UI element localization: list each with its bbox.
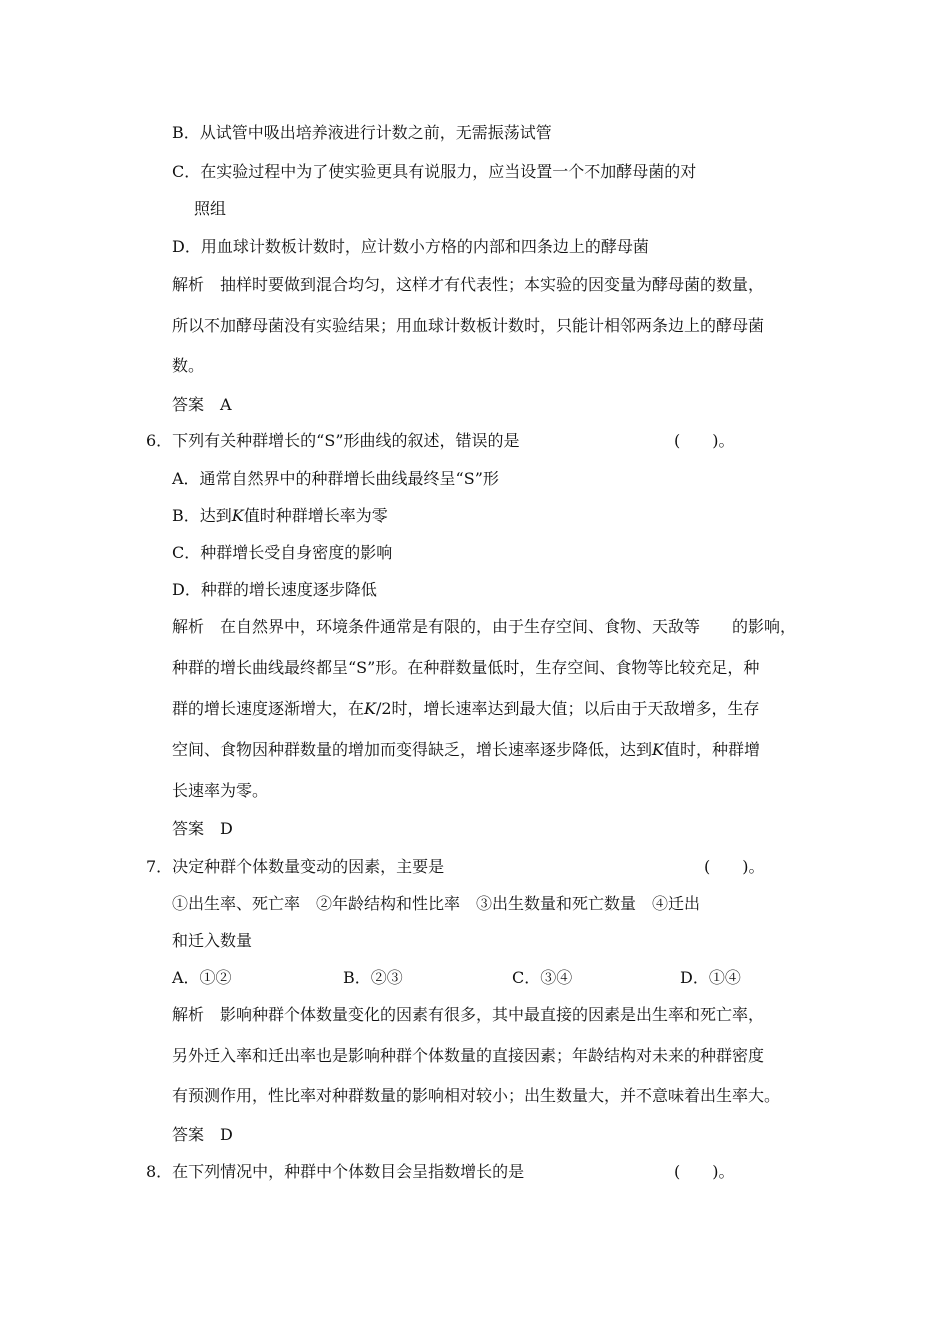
analysis-text: 抽样时要做到混合均匀，这样才有代表性；本实验的因变量为酵母菌的数量， (220, 275, 765, 294)
q6-option-a: A．通常自然界中的种群增长曲线最终呈“S”形 (172, 469, 499, 488)
analysis-text: /2时，增长速率达到最大值；以后由于天敌增多，生存 (375, 699, 760, 718)
analysis-label: 解析 (172, 617, 205, 636)
q7-answer: 答案 D (172, 1125, 233, 1144)
q7-option-a: A．①② (172, 968, 232, 987)
q6-stem: 6．下列有关种群增长的“S”形曲线的叙述，错误的是 (146, 431, 520, 450)
q5-option-b: B．从试管中吸出培养液进行计数之前，无需振荡试管 (172, 123, 552, 142)
q7-answer-bracket: ( )。 (704, 857, 765, 876)
q6-analysis-line2: 种群的增长曲线最终都呈“S”形。在种群数量低时，生存空间、食物等比较充足，种 (172, 658, 760, 677)
q5-option-d: D．用血球计数板计数时，应计数小方格的内部和四条边上的酵母菌 (172, 237, 649, 256)
q7-option-c: C．③④ (512, 968, 573, 987)
q7-analysis-line3: 有预测作用，性比率对种群数量的影响相对较小；出生数量大，并不意味着出生率大。 (172, 1086, 781, 1105)
analysis-text: 影响种群个体数量变化的因素有很多，其中最直接的因素是出生率和死亡率， (220, 1005, 765, 1024)
q7-analysis-line2: 另外迁入率和迁出率也是影响种群个体数量的直接因素；年龄结构对未来的种群密度 (172, 1046, 765, 1065)
q7-analysis-line1 (172, 1005, 764, 1025)
q5-analysis-line1 (172, 275, 764, 295)
q6-answer-bracket: ( )。 (674, 431, 735, 450)
q8-stem: 8．在下列情况中，种群中个体数目会呈指数增长的是 (146, 1162, 525, 1181)
analysis-label: 解析 (172, 1005, 205, 1024)
q6-option-c: C．种群增长受自身密度的影响 (172, 543, 393, 562)
analysis-text: 在自然界中，环境条件通常是有限的，由于生存空间、食物、天敌等 的影响， (220, 617, 797, 636)
q6-option-b (172, 506, 388, 526)
q5-analysis-line3: 数。 (172, 356, 205, 375)
q6-option-b-text: 值时种群增长率为零 (243, 506, 388, 525)
analysis-text: 值时，种群增 (663, 740, 760, 759)
q5-analysis-line2: 所以不加酵母菌没有实验结果；用血球计数板计数时，只能计相邻两条边上的酵母菌 (172, 316, 765, 335)
analysis-label: 解析 (172, 275, 205, 294)
q6-analysis-line3 (172, 699, 760, 719)
q7-items-line1: ①出生率、死亡率 ②年龄结构和性比率 ③出生数量和死亡数量 ④迁出 (172, 894, 701, 913)
q6-analysis-line5: 长速率为零。 (172, 781, 269, 800)
q5-option-c-line2: 照组 (194, 199, 227, 218)
k-symbol: K (652, 740, 664, 759)
q6-analysis-line1 (172, 617, 796, 637)
analysis-text: 空间、食物因种群数量的增加而变得缺乏，增长速率逐步降低，达到 (172, 740, 653, 759)
q7-option-b: B．②③ (343, 968, 403, 987)
q5-answer: 答案 A (172, 395, 232, 414)
q7-items-line2: 和迁入数量 (172, 931, 253, 950)
analysis-text: 群的增长速度逐渐增大，在 (172, 699, 365, 718)
q7-option-d: D．①④ (680, 968, 741, 987)
q6-option-d: D．种群的增长速度逐步降低 (172, 580, 377, 599)
q5-option-c-line1: C．在实验过程中为了使实验更具有说服力，应当设置一个不加酵母菌的对 (172, 162, 697, 181)
k-symbol: K (364, 699, 376, 718)
q6-analysis-line4 (172, 740, 760, 760)
q6-answer: 答案 D (172, 819, 233, 838)
q7-stem: 7．决定种群个体数量变动的因素，主要是 (146, 857, 445, 876)
q6-option-b-text: B．达到 (172, 506, 232, 525)
k-symbol: K (231, 506, 244, 525)
q8-answer-bracket: ( )。 (674, 1162, 735, 1181)
